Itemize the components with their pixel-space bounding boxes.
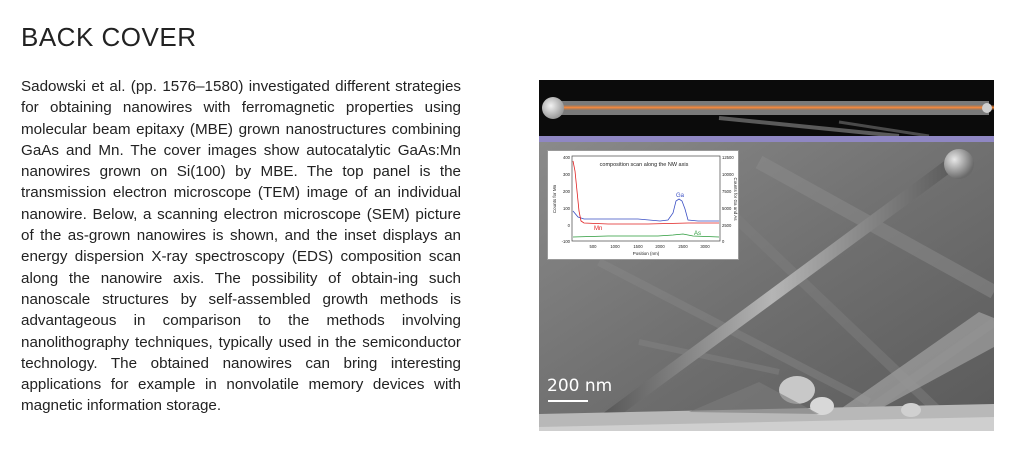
y-left-tick: 0 xyxy=(567,223,570,228)
y-right-tick: 5000 xyxy=(722,206,732,211)
y-right-tick: 10000 xyxy=(722,172,734,177)
y-left-tick: -100 xyxy=(561,239,570,244)
x-tick: 1000 xyxy=(610,244,620,249)
inset-y-right-ticks xyxy=(722,155,734,244)
inset-xlabel: Position (nm) xyxy=(632,251,660,256)
cover-figure xyxy=(539,80,994,431)
mn-series-label: Mn xyxy=(594,226,603,232)
inset-title: composition scan along the NW axis xyxy=(599,162,689,168)
x-tick: 1500 xyxy=(633,244,643,249)
y-left-tick: 100 xyxy=(563,206,570,211)
article-body: Sadowski et al. (pp. 1576–1580) investigated different strategies for obtaining nanowires with ferromagnetic properties using molecular beam epitaxy (MBE) grown nanostructures combining GaAs and Mn. The cover images show autocatalytic GaAs:Mn nanowires grown on Si(100) by MBE. The top panel is the transmission electron microscope (TEM) image of an individual nanowire. Below, a scanning electron microscope (SEM) picture of the as-grown nanowires is shown, and the inset displays an energy dispersion X-ray spectroscopy (EDS) composition scan along the nanowire axis. The possibility of obtain-ing such nanoscale structures by self-assembled growth methods is advantageous in comparison to the methods involving nanolithography techniques, typically used in the semiconductor technology. The obtained nanowires can bring interesting applications for example in nonvolatile memory devices with magnetic information storage. xyxy=(21,78,461,415)
inset-ylabel-right: Counts for Ga and As xyxy=(733,177,738,221)
y-right-tick: 0 xyxy=(722,239,725,244)
y-right-tick: 2500 xyxy=(722,223,732,228)
scale-bar-label: 200 nm xyxy=(547,376,613,396)
y-right-tick: 12500 xyxy=(722,155,734,160)
tem-image xyxy=(539,80,994,136)
x-tick: 2000 xyxy=(655,244,665,249)
eds-composition-inset xyxy=(547,150,739,260)
sem-image xyxy=(539,142,994,431)
y-left-tick: 200 xyxy=(563,189,570,194)
y-right-tick: 7500 xyxy=(722,189,732,194)
x-tick: 2500 xyxy=(678,244,688,249)
page-title: BACK COVER xyxy=(21,22,197,52)
as-series-label: As xyxy=(694,231,702,237)
scale-bar xyxy=(548,400,588,402)
x-tick: 3000 xyxy=(700,244,710,249)
inset-ylabel-left: Counts for Mn xyxy=(552,184,557,214)
y-left-tick: 300 xyxy=(563,172,570,177)
y-left-tick: 400 xyxy=(563,155,570,160)
inset-y-left-ticks xyxy=(562,155,571,244)
inset-x-ticks xyxy=(590,244,711,249)
x-tick: 500 xyxy=(589,244,597,249)
ga-series-label: Ga xyxy=(676,193,685,199)
